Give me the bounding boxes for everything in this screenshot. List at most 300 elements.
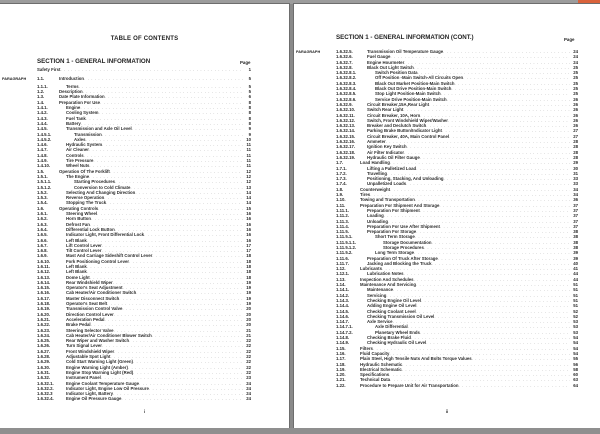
entry-number: 1.12.1. — [336, 271, 350, 277]
entry-number: 1.6.11. — [37, 263, 50, 269]
entry-title: Starting Procedures — [74, 179, 116, 185]
entry-title: Hydraulic Schematic — [360, 361, 403, 367]
entry-title: Direction Control Lever — [66, 311, 114, 317]
entry-page: 37 — [573, 202, 578, 208]
entry-number: 1.6.32.12. — [336, 117, 356, 123]
entry-number: 1.4.9. — [37, 158, 48, 164]
entry-page: 54 — [573, 345, 578, 351]
entry-number: 1.11.1. — [336, 207, 349, 213]
entry-number: 1.14.4. — [336, 303, 350, 309]
entry-page: 27 — [573, 128, 578, 134]
toc-title: TABLE OF CONTENTS — [110, 36, 179, 42]
entry-page: 12 — [246, 179, 251, 185]
entry-number: 1.21. — [336, 377, 346, 383]
entry-number: 1.6.4. — [37, 226, 48, 232]
entry-title: Checking Brake Fluid — [367, 335, 411, 341]
entry-page: 51 — [573, 282, 578, 288]
entry-page: 39 — [573, 250, 578, 256]
entry-title: Tire Pressure — [66, 158, 94, 164]
entry-title: Acceleration Pedal — [66, 316, 105, 322]
entry-number: 1.6.5. — [37, 232, 48, 238]
entry-title: Hydraulic Oil Filter Gauge — [367, 154, 420, 160]
entry-title: Defrost Fan — [66, 221, 90, 227]
entry-page: 10 — [246, 136, 251, 142]
entry-page: 25 — [573, 64, 578, 70]
entry-number: 1.6.32.1. — [37, 380, 54, 386]
entry-number: 1.11.4. — [336, 223, 349, 229]
entry-number: 1.5.1.2. — [37, 184, 52, 190]
entry-number: 1.6.14. — [37, 279, 51, 285]
entry-title: Preparation For Shipment — [367, 207, 420, 213]
entry-title: Transmission Oil Temperature Gauge — [367, 49, 444, 54]
entry-page: 14 — [246, 189, 251, 195]
entry-page: 24 — [246, 385, 251, 391]
entry-title: Circuit Breaker,15A,Rear Light — [367, 101, 430, 107]
entry-number: 1.6.2. — [37, 216, 48, 222]
entry-title: Left Blank — [66, 237, 87, 243]
entry-number: 1.6.31. — [37, 369, 51, 375]
entry-page: 37 — [573, 218, 578, 224]
entry-page: 53 — [573, 324, 578, 330]
entry-page: 60 — [573, 372, 578, 378]
toc-entry[interactable] — [37, 76, 251, 81]
entry-page: 15 — [246, 205, 251, 211]
entry-number: 1.6.32.7. — [336, 59, 353, 65]
entry-title: Engine Hourmeter — [367, 59, 405, 65]
entry-title: Operator's Seat Belt — [66, 301, 108, 307]
entry-title: Operating Controls — [59, 205, 99, 211]
entry-page: 53 — [573, 319, 578, 325]
entry-title: Load Handling — [360, 160, 390, 166]
entry-page: 20 — [246, 306, 251, 312]
entry-page: 9 — [248, 131, 251, 137]
entry-title: Engine Oil Pressure Gauge — [66, 396, 122, 402]
entry-page: 28 — [573, 154, 578, 160]
entry-number: 1.14.7.1. — [336, 324, 353, 330]
entry-title: Date Plate Information — [59, 94, 105, 100]
entry-number: 1.1. — [37, 76, 45, 81]
entry-title: Fuel Tank — [66, 115, 86, 121]
entry-page: 20 — [246, 311, 251, 317]
entry-page: 18 — [246, 253, 251, 259]
entry-title: Black Out Light Switch — [367, 64, 414, 70]
entry-number: 1.4. — [37, 99, 45, 105]
entry-title: Left Blank — [66, 269, 87, 275]
entry-title: Lubrication Notes — [367, 271, 404, 277]
entry-title: Brake Pedal — [66, 322, 91, 328]
entry-number: 1.6.29. — [37, 359, 51, 365]
entry-title: Maintenance And Servicing — [360, 282, 416, 288]
entry-number: 1.6.20. — [37, 311, 51, 317]
entry-page: 38 — [573, 239, 578, 245]
entry-title: Off Position -Main Switch-All Circuits Open — [375, 75, 464, 81]
entry-number: 1.15. — [336, 345, 346, 351]
entry-page: 18 — [246, 269, 251, 275]
entry-number: 1.6.16. — [37, 290, 51, 296]
entry-title: Introduction — [59, 76, 85, 81]
entry-number: 1.6.32.8.2. — [336, 75, 357, 81]
entry-title: Cab Heater/Air Conditioner Switch — [66, 290, 137, 296]
entry-title: Black Out Drive Position-Main Switch — [375, 86, 452, 92]
entry-page: 19 — [246, 295, 251, 301]
entry-page: 20 — [246, 316, 251, 322]
entry-title: Preparation Of Truck After Storage — [367, 255, 438, 261]
entry-title: Circuit Breaker, 40A, Main Control Panel — [367, 133, 450, 139]
entry-title: Jacking and Blocking the Truck — [367, 260, 432, 266]
entry-page: 29 — [573, 160, 578, 166]
entry-title: Unloading — [367, 218, 389, 224]
entry-number: 1.4.3. — [37, 115, 48, 121]
entry-page: 21 — [246, 327, 251, 333]
entry-page: 12 — [246, 173, 251, 179]
entry-number: 1.6.32.18. — [336, 149, 356, 155]
page-column-label: Page — [240, 60, 251, 65]
entry-number: 1.5.4. — [37, 200, 48, 206]
entry-number: 1.6.32.16. — [336, 139, 356, 145]
page-footer-number: ii — [445, 409, 449, 414]
entry-title: The Engine — [66, 173, 90, 179]
entry-page: 6 — [248, 94, 251, 100]
entry-title: Storage Documentation — [383, 239, 432, 245]
entry-number: 1.11. — [336, 202, 346, 208]
entry-page: 38 — [573, 234, 578, 240]
entry-page: 5 — [248, 83, 251, 89]
toc-entry-safety-first[interactable] — [37, 67, 251, 72]
entry-number: 1.14.3. — [336, 297, 350, 303]
entry-title: Checking Transmission Oil Level — [367, 313, 435, 319]
viewer-bottom-bar — [0, 428, 600, 434]
entry-page: 19 — [246, 285, 251, 291]
page-footer-number: i — [143, 409, 146, 414]
entry-page: 26 — [573, 107, 578, 113]
entry-title: Preparation For Use — [59, 99, 101, 105]
entry-page: 33 — [573, 181, 578, 187]
entry-title: Servicing — [367, 292, 387, 298]
entry-title: Tires — [360, 192, 371, 198]
entry-number: 1.13. — [336, 276, 346, 282]
entry-number: 1.6.32. — [37, 375, 51, 381]
entry-page: 53 — [573, 329, 578, 335]
entry-page: 58 — [573, 366, 578, 372]
entry-title: Plain Steel, High Tensile Nuts And Bolts Torque Values — [360, 356, 472, 362]
entry-page: 16 — [246, 221, 251, 227]
entry-number: 1.4.4. — [37, 120, 48, 126]
entry-page: 25 — [573, 86, 578, 92]
entry-number: 1.6.1. — [37, 211, 48, 217]
entry-page: 44 — [573, 271, 578, 277]
entry-page: 38 — [573, 229, 578, 235]
entry-title: Rear Windshield Wiper — [66, 279, 113, 285]
entry-number: 1.5.2. — [37, 189, 48, 195]
entry-number: 1.6.8. — [37, 248, 48, 254]
entry-number: 1.14.1. — [336, 287, 350, 293]
entry-page: 9 — [248, 126, 251, 132]
entry-title: Procedure to Prepare Unit for Air Transportation — [360, 382, 459, 388]
entry-title: Counterweight — [360, 186, 391, 192]
entry-page: 37 — [573, 207, 578, 213]
entry-title: Circuit Breaker, 10A, Horn — [367, 112, 421, 118]
entry-title: Steering Selector Valve — [66, 327, 114, 333]
entry-title: Tilt Control Lever — [66, 248, 102, 254]
entry-page: 23 — [246, 375, 251, 381]
entry-number: 1.4.5.1. — [37, 131, 52, 137]
entry-page: 38 — [573, 244, 578, 250]
entry-number: 1.6.32.8.4. — [336, 86, 357, 92]
entry-number: 1.14.9. — [336, 340, 350, 346]
entry-page: 24 — [573, 54, 578, 60]
entry-title: Lift Control Lever — [66, 242, 102, 248]
entry-title: Preparation For Shipment And Storage — [360, 202, 440, 208]
entry-page: 11 — [246, 147, 251, 153]
entry-title: Terms — [66, 83, 79, 89]
entry-page: 12 — [246, 168, 251, 174]
entry-page: 19 — [246, 279, 251, 285]
entry-title: Ignition Key Switch — [367, 144, 407, 150]
entry-number: 1.2. — [37, 89, 45, 95]
entry-number: 1.6.18. — [37, 301, 51, 307]
entry-title: Axles — [74, 136, 86, 142]
entry-number: 1.14.7. — [336, 319, 350, 325]
entry-number: 1.4.8. — [37, 152, 48, 158]
entry-title: Operator's Seat Adjustment — [66, 285, 123, 291]
entry-page: 19 — [246, 290, 251, 296]
entry-number: 1.14.7.2. — [336, 329, 353, 335]
entry-title: Description — [59, 89, 83, 95]
entry-title: Wheel Nuts — [66, 163, 90, 169]
entry-page: 11 — [246, 142, 251, 148]
entry-title: Left Blank — [66, 263, 87, 269]
entry-page: 56 — [573, 361, 578, 367]
entry-title: Mast And Carriage Sideshift Control Lever — [66, 253, 153, 259]
entry-number: 1.8. — [336, 186, 344, 192]
entry-page: 30 — [573, 165, 578, 171]
entry-number: 1.6.32.15. — [336, 133, 356, 139]
entry-page: 18 — [246, 263, 251, 269]
document-page-left — [0, 4, 289, 428]
entry-page: 34 — [573, 186, 578, 192]
entry-title: Lubricants — [360, 266, 382, 272]
entry-number: 1.18. — [336, 361, 346, 367]
entry-number: 1.5.1.1. — [37, 179, 52, 185]
entry-number: 1.4.1. — [37, 105, 48, 111]
entry-title: Cooling System — [66, 110, 99, 116]
entry-number: 1.5.3. — [37, 195, 48, 201]
entry-number: 1.6. — [37, 205, 45, 211]
entry-number: 1.7.4. — [336, 181, 347, 187]
entry-page: 34 — [573, 192, 578, 198]
leader-dots — [60, 67, 243, 72]
entry-title: Hydraulic System — [66, 142, 103, 148]
entry-number: 1.14. — [336, 282, 346, 288]
entry-page: 16 — [246, 237, 251, 243]
entry-title: Fluid Capacity — [360, 350, 390, 356]
entry-title: Engine Stop Warning Light (Red) — [66, 369, 134, 375]
entry-title: Safety First — [37, 67, 61, 72]
entry-page: 26 — [573, 117, 578, 123]
entry-number: 1.6.32.17. — [336, 144, 356, 150]
entry-number: 1.7. — [336, 160, 344, 166]
entry-number: 1.3. — [37, 94, 45, 100]
entry-number: 1.17. — [336, 356, 346, 362]
leader-dots — [458, 383, 570, 388]
entry-title: Dome Light — [66, 274, 90, 280]
entry-title: Battery — [66, 120, 81, 126]
entry-title: Parking Brake Button/Indicator Light — [367, 128, 442, 134]
entry-page: 22 — [246, 364, 251, 370]
section-heading: SECTION 1 - GENERAL INFORMATION (CONT.) — [336, 34, 474, 41]
entry-title: Transmission — [74, 131, 102, 137]
entry-number: 1.6.32.6. — [336, 54, 353, 60]
entry-number: 1.6.32.3 — [37, 391, 53, 397]
entry-page: 14 — [246, 200, 251, 206]
entry-title: Towing and Transportation — [360, 197, 415, 203]
entry-number: 1.11.3. — [336, 218, 349, 224]
entry-page: 20 — [246, 322, 251, 328]
entry-title: Transmission Control Valve — [66, 306, 123, 312]
entry-number: 1.10. — [336, 197, 346, 203]
entry-title: Axle Differential — [375, 324, 408, 330]
entry-page: 26 — [573, 101, 578, 107]
entry-title: Adding Engine Oil Level — [367, 303, 417, 309]
entry-number: 1.6.32.5. — [336, 49, 353, 54]
entry-page: 36 — [573, 197, 578, 203]
entry-number: 1.5. — [37, 168, 45, 174]
entry-page: 54 — [573, 335, 578, 341]
entry-number: 1.6.13. — [37, 274, 51, 280]
entry-number: 1.6.30. — [37, 364, 51, 370]
entry-title: Switch Rear Light — [367, 107, 404, 113]
entry-number: 1.7.1. — [336, 165, 347, 171]
entry-number: 1.6.26. — [37, 343, 51, 349]
entry-number: 1.14.8. — [336, 335, 350, 341]
entry-page: 8 — [248, 110, 251, 116]
entry-title: Breaker and Declutch Switch — [367, 123, 427, 129]
entry-page: 28 — [573, 149, 578, 155]
entry-number: 1.4.5.2. — [37, 136, 52, 142]
entry-number: 1.6.32.13. — [336, 123, 356, 129]
entry-title: Turn Signal Lever — [66, 343, 102, 349]
entry-title: Fuel Gauge — [367, 54, 391, 60]
entry-page: 5 — [248, 76, 251, 81]
entry-title: Checking Engine Oil Level — [367, 297, 421, 303]
entry-page: 24 — [246, 396, 251, 402]
entry-title: Instrument Panel — [66, 375, 101, 381]
entry-title: Indicator Light, Battery — [66, 391, 114, 397]
entry-title: Electrical Schematic — [360, 366, 402, 372]
entry-number: 1.11.5.1.1. — [336, 239, 357, 245]
entry-page: 25 — [573, 75, 578, 81]
entry-page: 8 — [248, 115, 251, 121]
entry-number: 1.6.27. — [37, 348, 51, 354]
entry-number: 1.11.6. — [336, 255, 349, 261]
entry-page: 22 — [246, 338, 251, 344]
entry-number: 1.11.2. — [336, 213, 349, 219]
toc-entry[interactable] — [37, 396, 251, 401]
entry-number: 1.6.15. — [37, 285, 51, 291]
entry-title: Engine Coolant Temperature Gauge — [66, 380, 139, 386]
entry-number: 1.4.7. — [37, 147, 48, 153]
entry-page: 17 — [246, 248, 251, 254]
entry-page: 26 — [573, 112, 578, 118]
entry-page: 26 — [573, 123, 578, 129]
entry-number: 1.6.32.8.3. — [336, 80, 357, 86]
entry-page: 19 — [246, 301, 251, 307]
entry-number: 1.12. — [336, 266, 346, 272]
entry-title: Master Disconnect Switch — [66, 295, 120, 301]
entry-page: 51 — [573, 287, 578, 293]
entry-title: Travelling — [367, 170, 388, 176]
toc-entry[interactable] — [336, 383, 578, 388]
entry-title: Fork Positioning Control Lever — [66, 258, 130, 264]
entry-number: 1.6.32.9. — [336, 101, 353, 107]
entry-number: 1.6.22. — [37, 322, 51, 328]
document-page-right — [294, 4, 600, 428]
entry-page: 25 — [573, 80, 578, 86]
entry-page: 22 — [246, 359, 251, 365]
entry-page: 11 — [246, 158, 251, 164]
entry-number: 1.16. — [336, 350, 346, 356]
entry-page: 55 — [573, 356, 578, 362]
entry-title: Short Term Storage — [375, 234, 415, 240]
entry-page: 39 — [573, 255, 578, 261]
entry-page: 1 — [248, 67, 251, 72]
entry-number: 1.6.32.2. — [37, 385, 54, 391]
entry-number: 1.4.10. — [37, 163, 51, 169]
entry-title: Horn Button — [66, 216, 92, 222]
entry-title: Steering Wheel — [66, 211, 98, 217]
entry-title: Air Filter Indicator — [367, 149, 405, 155]
entry-title: Cold Start Warning Light (Green) — [66, 359, 133, 365]
leader-dots — [84, 76, 243, 81]
entry-title: Cab Heater/Air Conditioner Blower Switch — [66, 332, 152, 338]
entry-number: 1.11.7. — [336, 260, 349, 266]
entry-page: 18 — [246, 258, 251, 264]
entry-number: 1.14.2. — [336, 292, 350, 298]
paragraph-label: PARAGRAPH — [296, 50, 321, 54]
entry-page: 26 — [573, 96, 578, 102]
entry-page: 21 — [246, 332, 251, 338]
entry-number: 1.6.32.14. — [336, 128, 356, 134]
entry-number: 1.6.12. — [37, 269, 51, 275]
entry-title: Black Out Market Position-Main Switch — [375, 80, 455, 86]
entry-number: 1.6.23. — [37, 327, 51, 333]
entry-page: 14 — [246, 195, 251, 201]
entry-page: 24 — [573, 59, 578, 65]
entry-title: Unpalletized Loads — [367, 181, 407, 187]
entry-title: Stopping The Truck — [66, 200, 107, 206]
entry-title: Stop Light Position-Main Switch — [375, 91, 441, 97]
entry-title: Specifications — [360, 372, 390, 378]
entry-number: 1.4.5. — [37, 126, 48, 132]
entry-title: Loading — [367, 213, 384, 219]
entry-number: 1.7.3. — [336, 176, 347, 182]
entry-title: Controls — [66, 152, 84, 158]
entry-number: 1.6.28. — [37, 354, 51, 360]
entry-page: 11 — [246, 152, 251, 158]
entry-title: Adjustable Spot Light — [66, 354, 111, 360]
entry-title: Indicator Light, Front Differential Lock — [66, 232, 145, 238]
entry-title: Transmission and Axle Oil Level — [66, 126, 132, 132]
entry-number: 1.11.5.2. — [336, 250, 353, 256]
paragraph-label: PARAGRAPH — [2, 77, 27, 81]
entry-page: 25 — [573, 70, 578, 76]
entry-page: 22 — [246, 354, 251, 360]
entry-page: 8 — [248, 120, 251, 126]
entry-page: 5 — [248, 89, 251, 95]
entry-page: 63 — [573, 377, 578, 383]
entry-page: 8 — [248, 105, 251, 111]
entry-page: 18 — [246, 274, 251, 280]
